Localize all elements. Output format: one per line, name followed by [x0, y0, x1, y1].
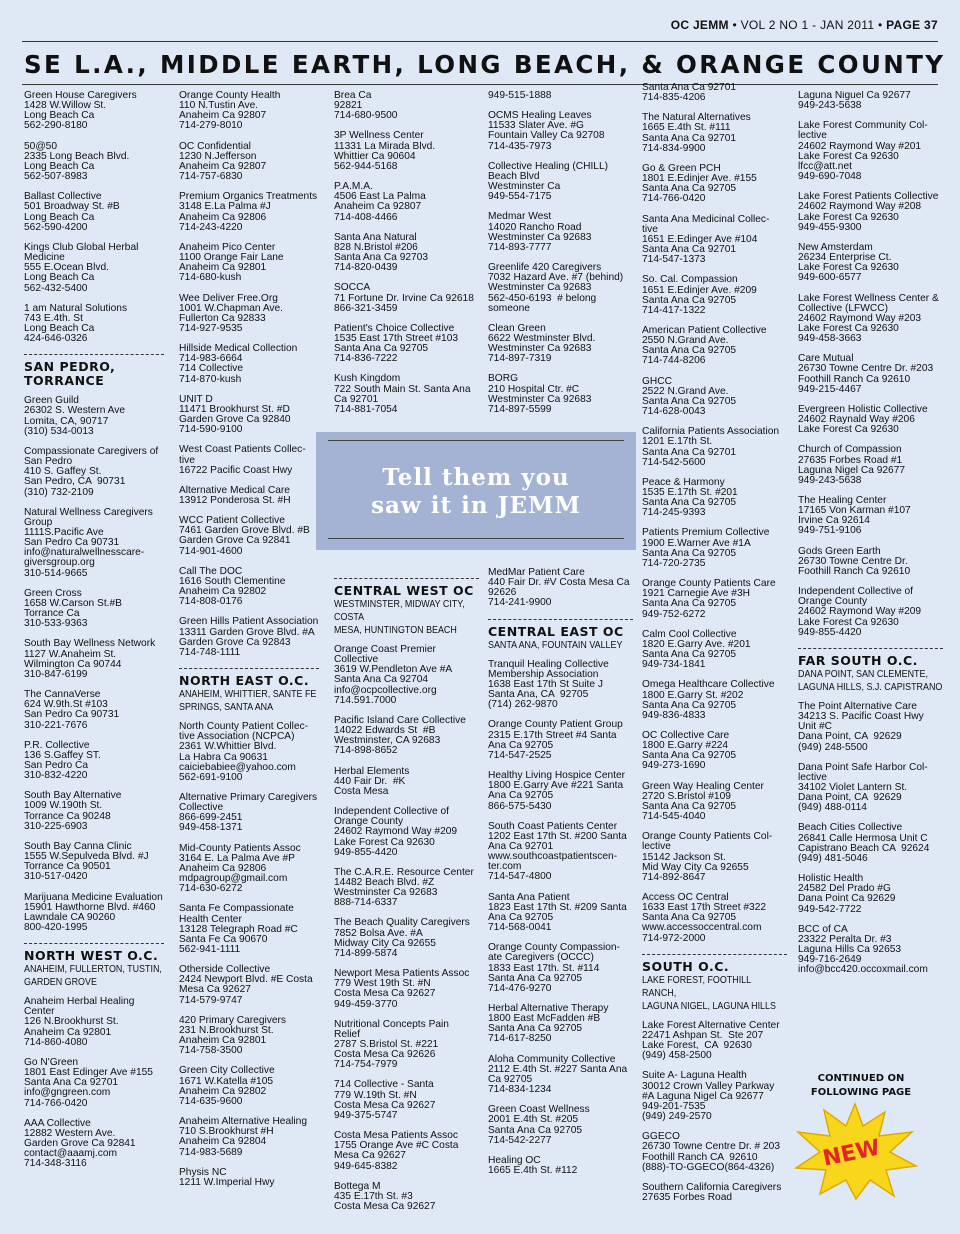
- listing-entry: Newport Mesa Patients Assoc 779 West 19th St. #N Costa Mesa Ca 92627 949-459-3770: [334, 968, 470, 1010]
- listing-entry: Church of Compassion 27635 Forbes Road #1 Laguna Nigel Ca 92677 949-243-5638: [798, 444, 906, 486]
- listing-entry: The Point Alternative Care 34213 S. Pacific Coast Hwy Unit #C Dana Point, CA 92629 (949) 248-5500: [798, 700, 924, 753]
- listing-entry: Physis NC 1211 W.Imperial Hwy: [179, 1166, 275, 1188]
- listing-entry: Santa Ana Ca 92701 714-835-4206: [642, 83, 737, 104]
- listing-entry: California Patients Association 1201 E.17th St. Santa Ana Ca 92701 714-542-5600: [642, 426, 780, 468]
- listing-column-6: [798, 91, 943, 1001]
- listing-entry: Laguna Niguel Ca 92677 949-243-5638: [798, 91, 911, 112]
- listing-entry: Call The DOC 1616 South Clementine Anaheim Ca 92802 714-808-0176: [179, 565, 286, 608]
- listing-entry: Evergreen Holistic Collective 24602 Raynald Way #206 Lake Forest Ca 92630: [798, 403, 928, 436]
- listing-entry: Nutritional Concepts Pain Relief 2787 S.Bristol St. #221 Costa Mesa Ca 92626 714-754-7979: [334, 1018, 449, 1071]
- listing-entry: Green House Caregivers 1428 W.Willow St. Long Beach Ca 562-290-8180: [24, 91, 137, 132]
- listing-entry: Orange Coast Premier Collective 3619 W.Pendleton Ave #A Santa Ana Ca 92704 info@ocpcollective.org 714.591.7000: [334, 644, 453, 706]
- listing-entry: Alternative Medical Care 13912 Ponderosa St. #H: [179, 484, 291, 506]
- listing-entry: Natural Wellness Caregivers Group 1111S.Pacific Ave San Pedro Ca 90731 info@naturalwellnesscare- giversgroup.org 310-514-9665: [24, 506, 153, 579]
- listing-entry: Suite A- Laguna Health 30012 Crown Valley Parkway #A Laguna Nigel Ca 92677 949-201-7535 (949) 249-2570: [642, 1070, 775, 1123]
- listing-entry: UNIT D 11471 Brookhurst St. #D Garden Grove Ca 92840 714-590-9100: [179, 393, 291, 436]
- listing-entry: GHCC 2522 N.Grand Ave. Santa Ana Ca 92705 714-628-0043: [642, 375, 737, 418]
- ad-bottom-line: [328, 538, 624, 539]
- listing-entry: 50@50 2335 Long Beach Blvd. Long Beach Ca 562-507-8983: [24, 140, 130, 183]
- section-header: [24, 354, 164, 388]
- listing-column-4-top: [488, 91, 633, 426]
- listing-entry: Greenlife 420 Caregivers 7032 Hazard Ave. #7 (behind) Westminster Ca 92683 562-450-6193 # belong someone: [488, 262, 624, 314]
- listing-entry: Santa Fe Compassionate Health Center 13128 Telegraph Road #C Santa Fe Ca 90670 562-941-1111: [179, 903, 298, 955]
- listing-entry: Wee Deliver Free.Org 1001 W.Chapman Ave. Fullerton Ca 92833 714-927-9535: [179, 292, 284, 334]
- listing-entry: BORG 210 Hospital Ctr. #C Westminster Ca 92683 714-897-5599: [488, 373, 592, 415]
- listing-entry: Green City Collective 1671 W.Katella #105 Anaheim Ca 92802 714-635-9600: [179, 1065, 275, 1107]
- section-header: [179, 668, 319, 714]
- listing-entry: North County Patient Collec- tive Association (NCPCA) 2361 W.Whittier Blvd. La Habra Ca 90631 caiciebabiee@yahoo.com 562-691-9100: [179, 721, 309, 783]
- listing-entry: Beach Cities Collective 26841 Calle Hermosa Unit C Capistrano Beach CA 92624 (949) 481-5046: [798, 822, 930, 864]
- listing-entry: 420 Primary Caregivers 231 N.Brookhurst St. Anaheim Ca 92801 714-758-3500: [179, 1014, 287, 1057]
- listing-entry: P.R. Collective 136 S.Gaffey ST. San Pedro Ca 310-832-4220: [24, 739, 101, 782]
- section-subtitle: WESTMINSTER, MIDWAY CITY, COSTA MESA, HUNTINGTON BEACH: [334, 598, 465, 636]
- listing-entry: Southern California Caregivers 27635 Forbes Road: [642, 1181, 782, 1203]
- section-subtitle: LAKE FOREST, FOOTHILL RANCH, LAGUNA NIGEL, LAGUNA HILLS: [642, 973, 776, 1012]
- listing-entry: Holistic Health 24582 Del Prado #G Dana Point Ca 92629 949-542-7722: [798, 873, 896, 915]
- listing-entry: Healthy Living Hospice Center 1800 E.Garry Ave #221 Santa Ana Ca 92705 866-575-5430: [488, 770, 626, 812]
- listing-entry: Santa Ana Medicinal Collec- tive 1651 E.Edinger Ave #104 Santa Ana Ca 92701 714-547-1373: [642, 213, 770, 266]
- section-title: NORTH EAST O.C.: [179, 673, 310, 689]
- section-title: CENTRAL EAST OC: [488, 623, 624, 639]
- section-subtitle: ANAHEIM, WHITTIER, SANTE FE SPRINGS, SANTA ANA: [179, 688, 317, 714]
- listing-entry: Gods Green Earth 26730 Towne Centre Dr. Foothill Ranch Ca 92610: [798, 545, 911, 577]
- listing-entry: 714 Collective - Santa 779 W.19th St. #N Costa Mesa Ca 92627 949-375-5747: [334, 1079, 436, 1121]
- listing-entry: Anaheim Alternative Healing 710 S.Brookhurst #H Anaheim Ca 92804 714-983-5689: [179, 1116, 307, 1158]
- listing-entry: Ballast Collective 501 Broadway St. #B Long Beach Ca 562-590-4200: [24, 191, 120, 233]
- listing-entry: Lake Forest Patients Collective 24602 Raymond Way #208 Lake Forest Ca 92630 949-455-9300: [798, 191, 939, 233]
- listing-entry: Go & Green PCH 1801 E.Edinjer Ave. #155 Santa Ana Ca 92705 714-766-0420: [642, 162, 757, 205]
- listing-entry: Green Way Healing Center 2720 S.Bristol #109 Santa Ana Ca 92705 714-545-4040: [642, 780, 764, 823]
- listing-entry: 3P Wellness Center 11331 La Mirada Blvd. Whittier Ca 90604 562-944-5168: [334, 130, 436, 172]
- listing-entry: Independent Collective of Orange County 24602 Raymond Way #209 Lake Forest Ca 92630 949-855-4420: [798, 586, 922, 638]
- listing-entry: Clean Green 6622 Westminster Blvd. Westminster Ca 92683 714-897-7319: [488, 322, 596, 365]
- section-title: SAN PEDRO, TORRANCE: [24, 359, 116, 389]
- section-header: [488, 619, 633, 652]
- section-header: [334, 578, 479, 637]
- page-title: SE L.A., MIDDLE EARTH, LONG BEACH, & ORANGE COUNTY: [24, 50, 946, 79]
- section-subtitle: DANA POINT, SAN CLEMENTE, LAGUNA HILLS, S.J. CAPISTRANO: [798, 667, 943, 693]
- listing-entry: The Beach Quality Caregivers 7852 Bolsa Ave. #A Midway City Ca 92655 714-899-5874: [334, 917, 470, 959]
- listing-entry: Santa Ana Natural 828 N.Bristol #206 Santa Ana Ca 92703 714-820-0439: [334, 231, 429, 274]
- running-header: OC JEMM • VOL 2 NO 1 - JAN 2011 • PAGE 37: [670, 18, 938, 32]
- listing-entry: Care Mutual 26730 Towne Centre Dr. #203 Foothill Ranch Ca 92610 949-215-4467: [798, 353, 934, 395]
- section-title: NORTH WEST O.C.: [24, 948, 159, 964]
- listing-entry: Herbal Alternative Therapy 1800 East McFadden #B Santa Ana Ca 92705 714-617-8250: [488, 1003, 609, 1045]
- listing-entry: Calm Cool Collective 1820 E.Garry Ave. #201 Santa Ana Ca 92705 949-734-1841: [642, 628, 751, 671]
- listing-entry: Hillside Medical Collection 714-983-6664 714 Collective 714-870-kush: [179, 343, 298, 385]
- listing-entry: Aloha Community Collective 2112 E.4th St. #227 Santa Ana Ca 92705 714-834-1234: [488, 1053, 628, 1096]
- ad-top-line: [328, 440, 624, 441]
- ad-line-2: saw it in JEMM: [371, 492, 581, 519]
- title-rule: [22, 84, 938, 85]
- listing-entry: Orange County Patients Care 1921 Carnegie Ave #3H Santa Ana Ca 92705 949-752-6272: [642, 578, 776, 620]
- listing-entry: Santa Ana Patient 1823 East 17th St. #209 Santa Ana Ca 92705 714-568-0041: [488, 891, 627, 934]
- listing-entry: Medmar West 14020 Rancho Road Westminster Ca 92683 714-893-7777: [488, 211, 592, 253]
- listing-entry: Costa Mesa Patients Assoc 1755 Orange Ave #C Costa Mesa Ca 92627 949-645-8382: [334, 1130, 459, 1172]
- listing-entry: The Healing Center 17165 Von Karman #107 Irvine Ca 92614 949-751-9106: [798, 495, 911, 537]
- section-title: CENTRAL WEST OC: [334, 583, 474, 598]
- listing-entry: Kush Kingdom 722 South Main St. Santa Ana Ca 92701 714-881-7054: [334, 373, 471, 415]
- publication-name: OC JEMM: [670, 18, 729, 32]
- listing-entry: BCC of CA 23322 Peralta Dr. #3 Laguna Hills Ca 92653 949-716-2649 info@bcc420.occoxmail.com: [798, 923, 928, 976]
- listing-entry: Lake Forest Community Col- lective 24602 Raymond Way #201 Lake Forest Ca 92630 lfcc@att.net 949-690-7048: [798, 120, 928, 183]
- listing-entry: New Amsterdam 26234 Enterprise Ct. Lake Forest Ca 92630 949-600-6577: [798, 241, 899, 284]
- section-title: FAR SOUTH O.C.: [798, 652, 918, 668]
- listing-entry: Green Hills Patient Association 13311 Garden Grove Blvd. #A Garden Grove Ca 92843 714-748-1111: [179, 616, 319, 658]
- listing-entry: OCMS Healing Leaves 11533 Slater Ave. #G Fountain Valley Ca 92708 714-435-7973: [488, 110, 605, 152]
- listing-entry: Peace & Harmony 1535 E.17th St. #201 Santa Ana Ca 92705 714-245-9393: [642, 476, 738, 519]
- listing-entry: West Coast Patients Collec- tive 16722 Pacific Coast Hwy: [179, 444, 306, 476]
- listing-entry: Lake Forest Alternative Center 22471 Ashpan St. Ste 207 Lake Forest, CA 92630 (949) 458-2500: [642, 1019, 780, 1062]
- listing-entry: South Bay Canna Clinic 1555 W.Sepulveda Blvd. #J Torrance Ca 90501 310-517-0420: [24, 840, 149, 883]
- section-subtitle: SANTA ANA, FOUNTAIN VALLEY: [488, 638, 623, 651]
- jemm-ad-box: [316, 432, 636, 550]
- listing-column-3-bottom: [334, 568, 479, 1218]
- new-badge-text: NEW: [820, 1135, 883, 1172]
- listing-entry: WCC Patient Collective 7461 Garden Grove Blvd. #B Garden Grove Ca 92841 714-901-4600: [179, 515, 310, 557]
- listing-column-2: [179, 91, 319, 1216]
- listing-entry: Lake Forest Wellness Center & Collective (LFWCC) 24602 Raymond Way #203 Lake Forest Ca 92630 949-458-3663: [798, 292, 939, 345]
- listing-entry: Orange County Patients Col- lective 15142 Jackson St. Mid Way City Ca 92655 714-892-8647: [642, 831, 773, 883]
- listing-column-5: [642, 83, 787, 1218]
- listing-entry: Otherside Collective 2424 Newport Blvd. #E Costa Mesa Ca 92627 714-579-9747: [179, 964, 313, 1006]
- ad-text: [316, 464, 636, 520]
- listing-entry: SOCCA 71 Fortune Dr. Irvine Ca 92618 866-321-3459: [334, 282, 474, 314]
- listing-entry: The CannaVerse 624 W.9th.St #103 San Pedro Ca 90731 310-221-7676: [24, 689, 120, 731]
- listing-entry: Marijuana Medicine Evaluation 15901 Hawthorne Blvd. #460 Lawndale CA 90260 800-420-1995: [24, 891, 163, 933]
- section-header: [642, 954, 787, 1013]
- listing-entry: Anaheim Pico Center 1100 Orange Fair Lane Anaheim Ca 92801 714-680-kush: [179, 241, 284, 284]
- listing-entry: Omega Healthcare Collective 1800 E.Garry St. #202 Santa Ana Ca 92705 949-836-4833: [642, 679, 775, 721]
- listing-entry: Compassionate Caregivers of San Pedro 410 S. Gaffey St. San Pedro, CA 90731 (310) 732-2109: [24, 445, 159, 498]
- listing-entry: Anaheim Herbal Healing Center 126 N.Brookhurst St. Anaheim Ca 92801 714-860-4080: [24, 996, 135, 1048]
- listing-entry: Dana Point Safe Harbor Col- lective 34102 Violet Lantern St. Dana Point, CA 92629 (949) 488-0114: [798, 761, 928, 814]
- listing-entry: American Patient Collective 2550 N.Grand Ave. Santa Ana Ca 92705 714-744-8206: [642, 324, 767, 367]
- listing-entry: AAA Collective 12882 Western Ave. Garden Grove Ca 92841 contact@aaamj.com 714-348-3116: [24, 1117, 136, 1170]
- listing-entry: Orange County Patient Group 2315 E.17th Street #4 Santa Ana Ca 92705 714-547-2525: [488, 719, 623, 761]
- listing-entry: GGECO 26730 Towne Centre Dr. # 203 Foothill Ranch CA 92610 (888)-TO-GGECO(864-4326): [642, 1131, 781, 1173]
- header-rule: [22, 41, 938, 42]
- listing-column-1: [24, 91, 164, 1216]
- listing-entry: Patients Premium Collective 1900 E.Warner Ave #1A Santa Ana Ca 92705 714-720-2735: [642, 527, 770, 569]
- listing-entry: Premium Organics Treatments 3148 E.La Palma #J Anaheim Ca 92806 714-243-4220: [179, 191, 318, 233]
- listing-entry: Tranquil Healing Collective Membership Association 1638 East 17th St Suite J Santa Ana, CA 92705 (714) 262-9870: [488, 658, 609, 711]
- listing-entry: Patient's Choice Collective 1535 East 17th Street #103 Santa Ana Ca 92705 714-836-7222: [334, 322, 459, 365]
- listing-entry: Mid-County Patients Assoc 3164 E. La Palma Ave #P Anaheim Ca 92806 mdpagroup@gmail.com 714-630-6272: [179, 842, 301, 895]
- page-number: PAGE 37: [886, 18, 938, 32]
- listing-entry: Independent Collective of Orange County 24602 Raymond Way #209 Lake Forest Ca 92630 949-855-4420: [334, 806, 458, 858]
- listing-entry: MedMar Patient Care 440 Fair Dr. #V Costa Mesa Ca 92626 714-241-9900: [488, 568, 630, 609]
- listing-entry: Orange County Health 110 N.Tustin Ave. Anaheim Ca 92807 714-279-8010: [179, 91, 281, 132]
- listing-entry: Green Cross 1658 W.Carson St.#B Torrance Ca 310-533-9363: [24, 587, 122, 630]
- new-starburst: [790, 1100, 920, 1200]
- listing-entry: Kings Club Global Herbal Medicine 555 E.Ocean Blvd. Long Beach Ca 562-432-5400: [24, 241, 139, 294]
- listing-entry: Green Guild 26302 S. Western Ave Lomita, CA, 90717 (310) 534-0013: [24, 395, 125, 437]
- listing-entry: Pacific Island Care Collective 14022 Edwards St #B Westminster, CA 92683 714-898-8652: [334, 714, 466, 757]
- listing-entry: Brea Ca 92821 714-680-9500: [334, 91, 398, 122]
- listing-entry: So. Cal. Compassion 1651 E.Edinjer Ave. #209 Santa Ana Ca 92705 714-417-1322: [642, 274, 757, 316]
- listing-entry: 1 am Natural Solutions 743 E.4th. St Long Beach Ca 424-646-0326: [24, 302, 128, 345]
- listing-entry: Collective Healing (CHILL) Beach Blvd Westminster Ca 949-554-7175: [488, 160, 609, 203]
- listing-entry: Green Coast Wellness 2001 E.4th St. #205 Santa Ana Ca 92705 714-542-2277: [488, 1104, 590, 1146]
- issue-info: VOL 2 NO 1 - JAN 2011: [740, 18, 875, 32]
- section-header: [24, 943, 164, 989]
- section-title: SOUTH O.C.: [642, 958, 730, 974]
- listing-entry: Alternative Primary Caregivers Collective 866-699-2451 949-458-1371: [179, 791, 318, 834]
- ad-line-1: Tell them you: [382, 464, 570, 491]
- listing-entry: The C.A.R.E. Resource Center 14482 Beach Blvd. #Z Westminster Ca 92683 888-714-6337: [334, 866, 474, 909]
- listing-entry: Orange County Compassion- ate Caregivers (OCCC) 1833 East 17th. St. #114 Santa Ana Ca 92705 714-476-9270: [488, 942, 620, 994]
- section-header: [798, 648, 943, 694]
- continued-note: CONTINUED ON FOLLOWING PAGE: [810, 1073, 912, 1098]
- listing-entry: P.A.M.A. 4506 East La Palma Anaheim Ca 92807 714-408-4466: [334, 181, 426, 223]
- listing-entry: Herbal Elements 440 Fair Dr. #K Costa Mesa: [334, 765, 410, 797]
- listing-entry: South Coast Patients Center 1202 East 17th St. #200 Santa Ana Ca 92701 www.southcoastpatientscen- ter.com 714-547-4800: [488, 820, 627, 883]
- listing-entry: OC Confidential 1230 N.Jefferson Anaheim Ca 92807 714-757-6830: [179, 140, 267, 183]
- listing-entry: Go N'Green 1801 East Edinger Ave #155 Santa Ana Ca 92701 info@gngreen.com 714-766-0420: [24, 1056, 153, 1109]
- listing-entry: South Bay Alternative 1009 W.190th St. Torrance Ca 90248 310-225-6903: [24, 790, 122, 832]
- listing-column-4-bottom: [488, 568, 633, 1218]
- listing-entry: OC Collective Care 1800 E.Garry #224 Santa Ana Ca 92705 949-273-1690: [642, 729, 737, 772]
- section-subtitle: ANAHEIM, FULLERTON, TUSTIN, GARDEN GROVE: [24, 963, 162, 989]
- listing-entry: Bottega M 435 E.17th St. #3 Costa Mesa Ca 92627: [334, 1180, 436, 1213]
- listing-entry: Healing OC 1665 E.4th St. #112: [488, 1154, 578, 1177]
- listing-column-3-top: [334, 91, 479, 426]
- listing-entry: The Natural Alternatives 1665 E.4th St. #111 Santa Ana Ca 92701 714-834-9900: [642, 112, 751, 154]
- listing-entry: South Bay Wellness Network 1127 W.Anaheim St. Wilmington Ca 90744 310-847-6199: [24, 638, 156, 680]
- listing-entry: Access OC Central 1633 East 17th Street #322 Santa Ana Ca 92705 www.accessoccentral.com 714-972-2000: [642, 892, 767, 944]
- listing-entry: 949-515-1888: [488, 91, 552, 101]
